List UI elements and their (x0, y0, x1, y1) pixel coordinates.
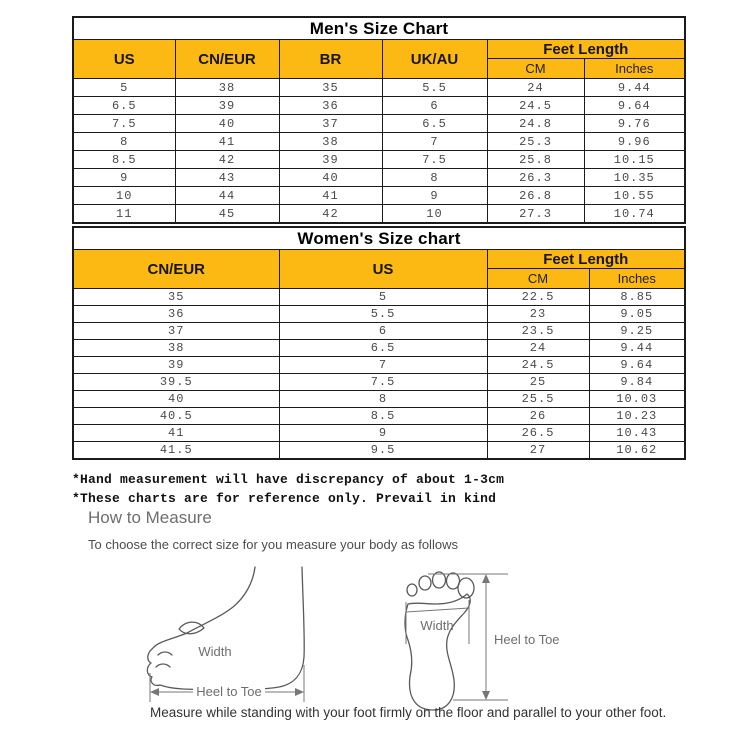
table-row (73, 391, 685, 408)
table-cell: 45 (175, 205, 279, 224)
table-cell: 39 (279, 151, 382, 169)
table-cell: 44 (175, 187, 279, 205)
table-cell: 42 (175, 151, 279, 169)
table-cell: 10.55 (584, 187, 685, 205)
table-cell: 37 (73, 323, 279, 340)
table-cell: 9 (73, 169, 175, 187)
disclaimer-notes (72, 470, 504, 508)
table-cell: 10.62 (589, 442, 685, 460)
table-row (73, 357, 685, 374)
table-cell: 9.05 (589, 306, 685, 323)
table-cell: 41 (279, 187, 382, 205)
table-cell: 9.96 (584, 133, 685, 151)
table-cell: 41 (73, 425, 279, 442)
arrow-up-icon (482, 574, 490, 583)
table-cell: 5 (279, 289, 487, 306)
table-cell: 7 (382, 133, 487, 151)
table-cell: 8.5 (279, 408, 487, 425)
table-cell: 9.64 (589, 357, 685, 374)
mens-col-cneur: CN/EUR (175, 40, 279, 79)
table-cell: 8 (382, 169, 487, 187)
how-to-measure-heading: How to Measure (88, 508, 212, 527)
arrow-down-icon (482, 691, 490, 700)
table-cell: 7.5 (73, 115, 175, 133)
how-to-measure-subheading: To choose the correct size for you measure your body as follows (88, 537, 458, 552)
table-cell: 25.5 (487, 391, 589, 408)
womens-size-table (72, 226, 686, 460)
mens-col-br: BR (279, 40, 382, 79)
table-cell: 43 (175, 169, 279, 187)
table-cell: 39 (175, 97, 279, 115)
womens-col-us: US (279, 250, 487, 289)
table-cell: 42 (279, 205, 382, 224)
table-cell: 26.3 (487, 169, 584, 187)
table-cell: 40 (73, 391, 279, 408)
table-cell: 6.5 (73, 97, 175, 115)
mens-col-ukau: UK/AU (382, 40, 487, 79)
foot-side-view-diagram (143, 563, 315, 707)
table-cell: 39 (73, 357, 279, 374)
table-cell: 7.5 (382, 151, 487, 169)
table-cell: 22.5 (487, 289, 589, 306)
width-line (406, 608, 469, 612)
table-cell: 24 (487, 79, 584, 97)
table-cell: 38 (175, 79, 279, 97)
womens-col-cneur: CN/EUR (73, 250, 279, 289)
womens-col-cm: CM (487, 269, 589, 289)
table-cell: 36 (279, 97, 382, 115)
table-cell: 40 (279, 169, 382, 187)
mens-size-table (72, 16, 686, 224)
womens-table-title-row (73, 227, 685, 250)
mens-col-cm: CM (487, 59, 584, 79)
table-cell: 9.44 (589, 340, 685, 357)
table-cell: 9 (382, 187, 487, 205)
table-cell: 9 (279, 425, 487, 442)
table-cell: 9.64 (584, 97, 685, 115)
table-row (73, 374, 685, 391)
table-cell: 25.8 (487, 151, 584, 169)
table-cell: 26 (487, 408, 589, 425)
table-cell: 26.8 (487, 187, 584, 205)
side-heel-to-toe-label: Heel to Toe (196, 684, 262, 699)
table-cell: 24.5 (487, 97, 584, 115)
table-cell: 6.5 (279, 340, 487, 357)
table-row (73, 97, 685, 115)
table-row (73, 187, 685, 205)
table-cell: 8 (279, 391, 487, 408)
footprint-diagram (398, 558, 573, 720)
table-cell: 24 (487, 340, 589, 357)
table-cell: 7 (279, 357, 487, 374)
table-cell: 10.35 (584, 169, 685, 187)
table-row (73, 425, 685, 442)
table-cell: 27.3 (487, 205, 584, 224)
table-cell: 25 (487, 374, 589, 391)
table-cell: 41.5 (73, 442, 279, 460)
table-row (73, 151, 685, 169)
table-cell: 38 (279, 133, 382, 151)
table-row (73, 79, 685, 97)
measure-instruction-caption: Measure while standing with your foot firmly on the floor and parallel to your other foot. (150, 705, 667, 720)
table-cell: 10.43 (589, 425, 685, 442)
table-cell: 40 (175, 115, 279, 133)
table-cell: 24.8 (487, 115, 584, 133)
table-cell: 23 (487, 306, 589, 323)
table-row (73, 306, 685, 323)
womens-col-inches: Inches (589, 269, 685, 289)
table-cell: 10 (73, 187, 175, 205)
table-cell: 6 (279, 323, 487, 340)
table-cell: 25.3 (487, 133, 584, 151)
table-cell: 9.84 (589, 374, 685, 391)
womens-col-feet-length: Feet Length (487, 250, 685, 269)
toe-fourth (419, 576, 431, 590)
table-cell: 23.5 (487, 323, 589, 340)
table-cell: 11 (73, 205, 175, 224)
table-row (73, 442, 685, 460)
table-cell: 27 (487, 442, 589, 460)
mens-col-feet-length: Feet Length (487, 40, 685, 59)
table-cell: 5.5 (382, 79, 487, 97)
table-cell: 10.23 (589, 408, 685, 425)
table-row (73, 115, 685, 133)
table-cell: 5.5 (279, 306, 487, 323)
table-cell: 9.76 (584, 115, 685, 133)
womens-table-body (73, 289, 685, 460)
table-cell: 8.5 (73, 151, 175, 169)
table-cell: 35 (73, 289, 279, 306)
table-cell: 24.5 (487, 357, 589, 374)
table-cell: 37 (279, 115, 382, 133)
arrow-right-icon (295, 688, 304, 696)
table-cell: 26.5 (487, 425, 589, 442)
mens-col-inches: Inches (584, 59, 685, 79)
note-reference-only: *These charts are for reference only. Prevail in kind (72, 491, 497, 506)
table-row (73, 169, 685, 187)
table-cell: 41 (175, 133, 279, 151)
mens-table-title: Men's Size Chart (73, 17, 685, 40)
table-cell: 39.5 (73, 374, 279, 391)
table-row (73, 340, 685, 357)
table-cell: 7.5 (279, 374, 487, 391)
table-cell: 9.5 (279, 442, 487, 460)
table-cell: 38 (73, 340, 279, 357)
table-cell: 9.44 (584, 79, 685, 97)
table-row (73, 323, 685, 340)
foot-toe-lines (156, 652, 172, 667)
arrow-left-icon (150, 688, 159, 696)
mens-table-header-row (73, 40, 685, 59)
table-cell: 10.74 (584, 205, 685, 224)
table-cell: 5 (73, 79, 175, 97)
table-cell: 8.85 (589, 289, 685, 306)
footprint-heel-to-toe-label: Heel to Toe (494, 632, 560, 647)
womens-table-title: Women's Size chart (73, 227, 685, 250)
table-cell: 10 (382, 205, 487, 224)
table-cell: 9.25 (589, 323, 685, 340)
womens-table-header-row (73, 250, 685, 269)
table-row (73, 289, 685, 306)
table-cell: 36 (73, 306, 279, 323)
table-cell: 8 (73, 133, 175, 151)
table-cell: 10.03 (589, 391, 685, 408)
mens-col-us: US (73, 40, 175, 79)
table-row (73, 408, 685, 425)
table-cell: 35 (279, 79, 382, 97)
table-cell: 6.5 (382, 115, 487, 133)
table-row (73, 133, 685, 151)
foot-side-outline (147, 567, 304, 689)
mens-table-body (73, 79, 685, 224)
table-cell: 10.15 (584, 151, 685, 169)
mens-table-title-row (73, 17, 685, 40)
note-hand-measurement: *Hand measurement will have discrepancy of about 1-3cm (72, 472, 505, 487)
table-cell: 6 (382, 97, 487, 115)
table-cell: 40.5 (73, 408, 279, 425)
footprint-width-label: Width (420, 618, 454, 633)
table-row (73, 205, 685, 224)
side-width-label: Width (198, 644, 232, 659)
foot-instep-loop (179, 622, 204, 634)
toe-pinky (407, 584, 417, 596)
